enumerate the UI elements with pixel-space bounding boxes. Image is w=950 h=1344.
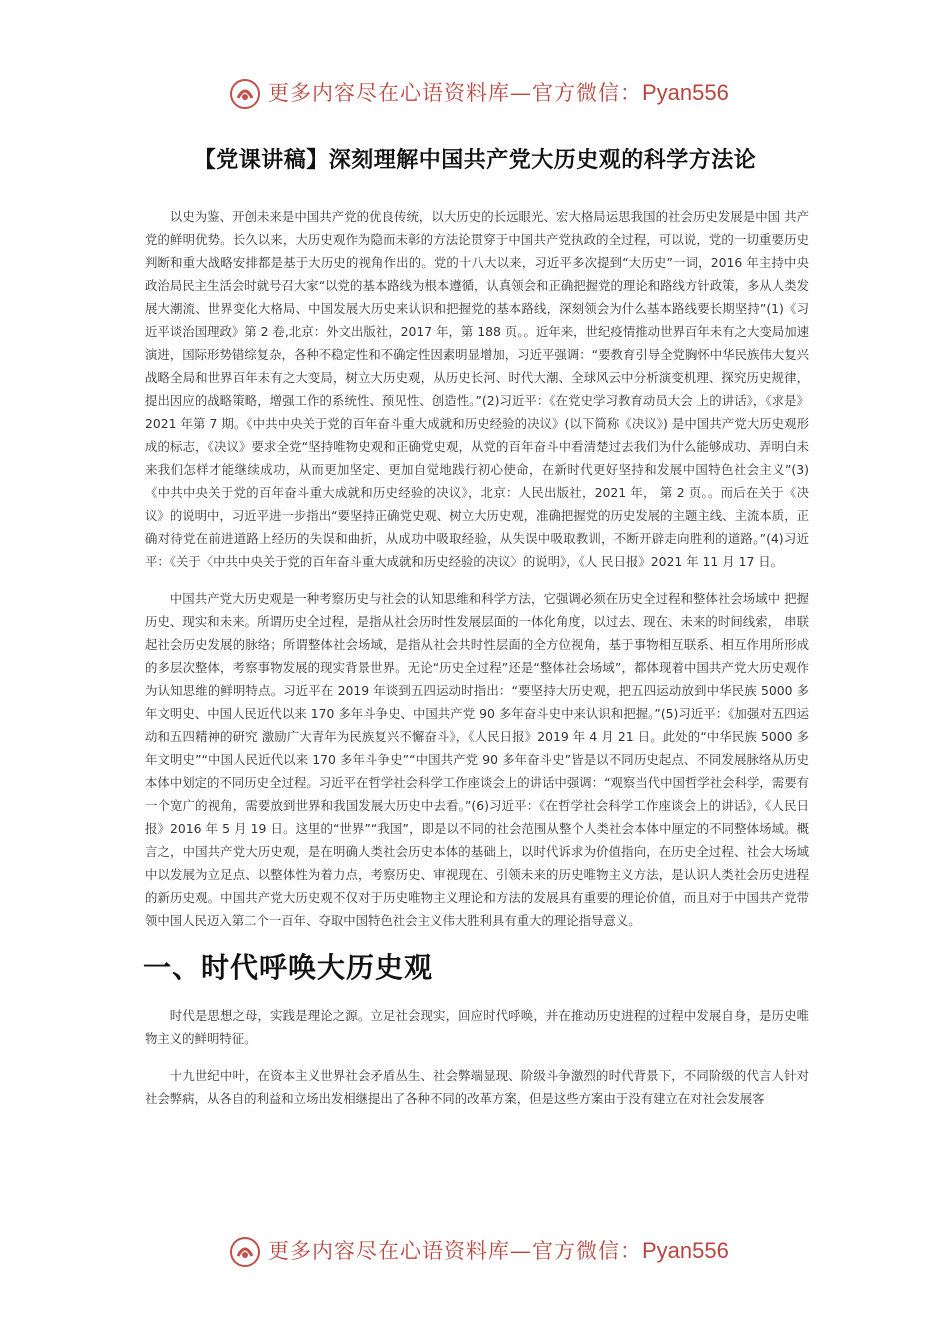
document-title: 【党课讲稿】深刻理解中国共产党大历史观的科学方法论 (193, 148, 757, 173)
wechat-id: Pyan556 (642, 80, 729, 105)
intro-paragraph-1: 以史为鉴、开创未来是中国共产党的优良传统，以大历史的长远眼光、宏大格局运思我国的社会历史发展是中国 共产党的鲜明优势。长久以来，大历史观作为隐而未彰的方法论贯穿于中国共产党执政的全过程，可以说，党的一切重要历史判断和重大战略安排都是基于大历史的视角作出的。党的十八大以来，习近平多次提到“大历史”一词，2016 年主持中央政治局民主生活会时就号召大家“以党的基本路线为根本遵循，认真领会和正确把握党的理论和路线方针政策，多从人类发展大潮流、世界变化大格局、中国发展大历史来认识和把握党的基本路线，深刻领会为什么基本路线要长期坚持”(1)《习近平谈治国理政》第 2 卷,北京：外文出版社，2017 年，第 188 页。。近年来，世纪疫情推动世界百年未有之大变局加速演进，国际形势错综复杂，各种不稳定性和不确定性因素明显增加，习近平强调：“要教育引导全党胸怀中华民族伟大复兴战略全局和世界百年未有之大变局，树立大历史观，从历史长河、时代大潮、全球风云中分析演变机理、探究历史规律，提出因应的战略策略，增强工作的系统性、预见性、创造性。”(2)习近平：《在党史学习教育动员大会 上的讲话》，《求是》 2021 年第 7 期。《中共中央关于党的百年奋斗重大成就和历史经验的决议》(以下简称《决议》) 是中国共产党大历史观形成的标志，《决议》要求全党“坚持唯物史观和正确党史观，从党的百年奋斗中看清楚过去我们为什么能够成功、弄明白未来我们怎样才能继续成功，从而更加坚定、更加自觉地践行初心使命，在新时代更好坚持和发展中国特色社会主义”(3)《中共中央关于党的百年奋斗重大成就和历史经验的决议》，北京：人民出版社，2021 年， 第 2 页。。而后在关于《决议》的说明中，习近平进一步指出“要坚持正确党史观、树立大历史观，准确把握党的历史发展的主题主线、主流本质，正确对待党在前进道路上经历的失误和曲折，从成功中吸取经验，从失误中吸取教训，不断开辟走向胜利的道路。”(4)习近平：《关于〈中共中央关于党的百年奋斗重大成就和历史经验的决议〉的说明》，《人 民日报》2021 年 11 月 17 日。 (145, 209, 809, 569)
document-body (145, 205, 809, 1124)
header-watermark-banner (0, 74, 950, 114)
brand-logo-icon (229, 78, 261, 110)
section-paragraph-1: 时代是思想之母，实践是理论之源。立足社会现实，回应时代呼唤，并在推动历史进程的过程中发展自身，是历史唯物主义的鲜明特征。 (145, 1008, 809, 1046)
watermark-text: 更多内容尽在心语资料库—官方微信：Pyan556 (268, 80, 729, 105)
wechat-id: Pyan556 (642, 1238, 729, 1263)
watermark-text: 更多内容尽在心语资料库—官方微信：Pyan556 (268, 1238, 729, 1263)
section-paragraph-2: 十九世纪中叶，在资本主义世界社会矛盾丛生、社会弊端显现、阶级斗争激烈的时代背景下，不同阶级的代言人针对社会弊病，从各自的利益和立场出发相继提出了各种不同的改革方案，但是这些方案由于没有建立在对社会发展客 (145, 1068, 809, 1106)
intro-paragraph-2: 中国共产党大历史观是一种考察历史与社会的认知思维和科学方法，它强调必须在历史全过程和整体社会场域中 把握历史、现实和未来。所谓历史全过程，是指从社会历时性发展层面的一体化角度，以过去、现在、未来的时间线索， 串联起社会历史发展的脉络；所谓整体社会场域，是指从社会共时性层面的全方位视角，基于事物相互联系、相互作用所形成的多层次整体，考察事物发展的现实背景世界。无论“历史全过程”还是“整体社会场域”，都体现着中国共产党大历史观作为认知思维的鲜明特点。习近平在 2019 年谈到五四运动时指出：“要坚持大历史观，把五四运动放到中华民族 5000 多年文明史、中国人民近代以来 170 多年斗争史、中国共产党 90 多年奋斗史中来认识和把握。”(5)习近平：《加强对五四运动和五四精神的研究 激励广大青年为民族复兴不懈奋斗》，《人民日报》2019 年 4 月 21 日。此处的“中华民族 5000 多年文明史”“中国人民近代以来 170 多年斗争史”“中国共产党 90 多年奋斗史”皆是以不同历史起点、不同发展脉络从历史本体中划定的不同历史全过程。习近平在哲学社会科学工作座谈会上的讲话中强调：“观察当代中国哲学社会科学，需要有一个宽广的视角，需要放到世界和我国发展大历史中去看。”(6)习近平：《在哲学社会科学工作座谈会上的讲话》，《人民日报》2016 年 5 月 19 日。这里的“世界”“我国”，即是以不同的社会范围从整个人类社会本体中厘定的不同整体场域。概言之，中国共产党大历史观，是在明确人类社会历史本体的基础上，以时代诉求为价值指向，在历史全过程、社会大场域中以发展为立足点、以整体性为着力点，考察历史、审视现在、引领未来的历史唯物主义方法，是认识人类社会历史进程的新历史观。中国共产党大历史观不仅对于历史唯物主义理论和方法的发展具有重要的理论价值，而且对于中国共产党带领中国人民迈入第二个一百年、夺取中国特色社会主义伟大胜利具有重大的理论指导意义。 (145, 591, 809, 928)
brand-logo-icon (229, 1236, 261, 1268)
footer-watermark-banner (0, 1232, 950, 1272)
section-heading: 一、时代呼唤大历史观 (143, 951, 434, 984)
